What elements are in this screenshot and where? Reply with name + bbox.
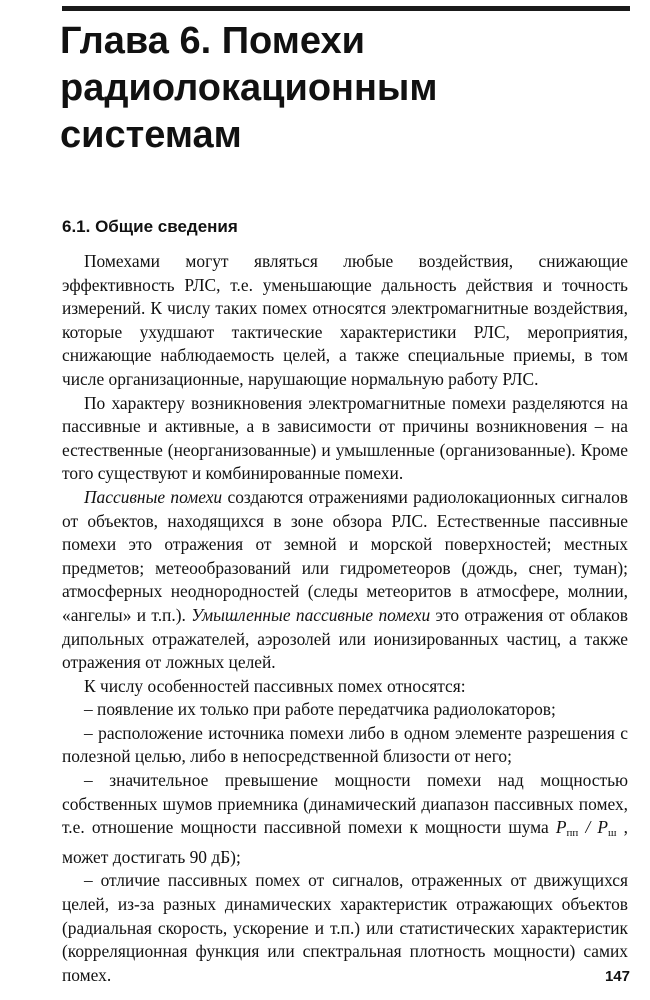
formula-symbol: P (555, 817, 567, 838)
formula-subscript: ш (608, 827, 617, 840)
list-item-text: , может достигать 90 дБ); (62, 817, 629, 867)
chapter-title-line: Глава 6. Помехи (60, 20, 365, 62)
body-text (62, 250, 628, 987)
paragraph-text: создаются отражениями радиолокационных сигналов от объектов, находящихся в зоне обзора РЛС. Естественные пассивные помехи это отражения от земной и морской поверхностей; местных предметов; метеообразований или гидрометеоров (дождь, снег, туман); атмосферных неоднородностей (следы метеоритов в атмосфере, молнии, «ангелы» и т.п.). (62, 486, 628, 625)
chapter-title-line: системам (60, 114, 242, 156)
paragraph: Помехами могут являться любые воздействия, снижающие эффективность РЛС, т.е. уменьшающие дальность действия и точность измерений. К числу таких помех относятся электромагнитные воздействия, которые ухудшают тактические характеристики РЛС, мероприятия, снижающие наблюдаемость целей, а также специальные приемы, в том числе организационные, нарушающие нормальную работу РЛС. (62, 251, 628, 389)
chapter-title-line: радиолокационным (60, 67, 438, 109)
power-ratio-formula (555, 817, 617, 840)
formula-symbol: P (597, 817, 609, 838)
list-item-text: – значительное превышение мощности помехи над мощностью собственных шумов приемника (динамический диапазон пассивных помех, т.е. отношение мощности пассивной помехи к мощности шума (62, 770, 628, 838)
list-item: – появление их только при работе передатчика радиолокаторов; (84, 699, 556, 720)
list-item (62, 769, 628, 869)
term-intentional-passive: Умышленные пассивные помехи (191, 604, 431, 625)
list-item: – отличие пассивных помех от сигналов, отраженных от движущихся целей, из-за разных динамических характеристик отражающих объектов (радиальная скорость, ускорение и т.п.) или статистических характеристик (корреляционная функция или спектральная плотность мощности) самих помех. (62, 870, 628, 985)
section-heading: 6.1. Общие сведения (62, 217, 238, 236)
page-number: 147 (604, 968, 630, 985)
formula-subscript: пп (566, 827, 579, 840)
paragraph-text: это отражения от облаков дипольных отражателей, аэрозолей или ионизированных частиц, а также отражения от ложных целей. (62, 604, 628, 673)
list-item: – расположение источника помехи либо в одном элементе разрешения с полезной целью, либо в непосредственной близости от него; (62, 722, 628, 767)
chapter-title (60, 18, 620, 159)
formula-slash: / (578, 817, 598, 838)
paragraph (62, 486, 628, 675)
paragraph: К числу особенностей пассивных помех относятся: (84, 675, 466, 696)
top-rule (62, 6, 630, 11)
term-passive-interference: Пассивные помехи (84, 486, 223, 507)
paragraph: По характеру возникновения электромагнитные помехи разделяются на пассивные и активные, а в зависимости от причины возникновения – на естественные (неорганизованные) и умышленные (организованные). Кроме того существуют и комбинированные помехи. (62, 392, 628, 484)
